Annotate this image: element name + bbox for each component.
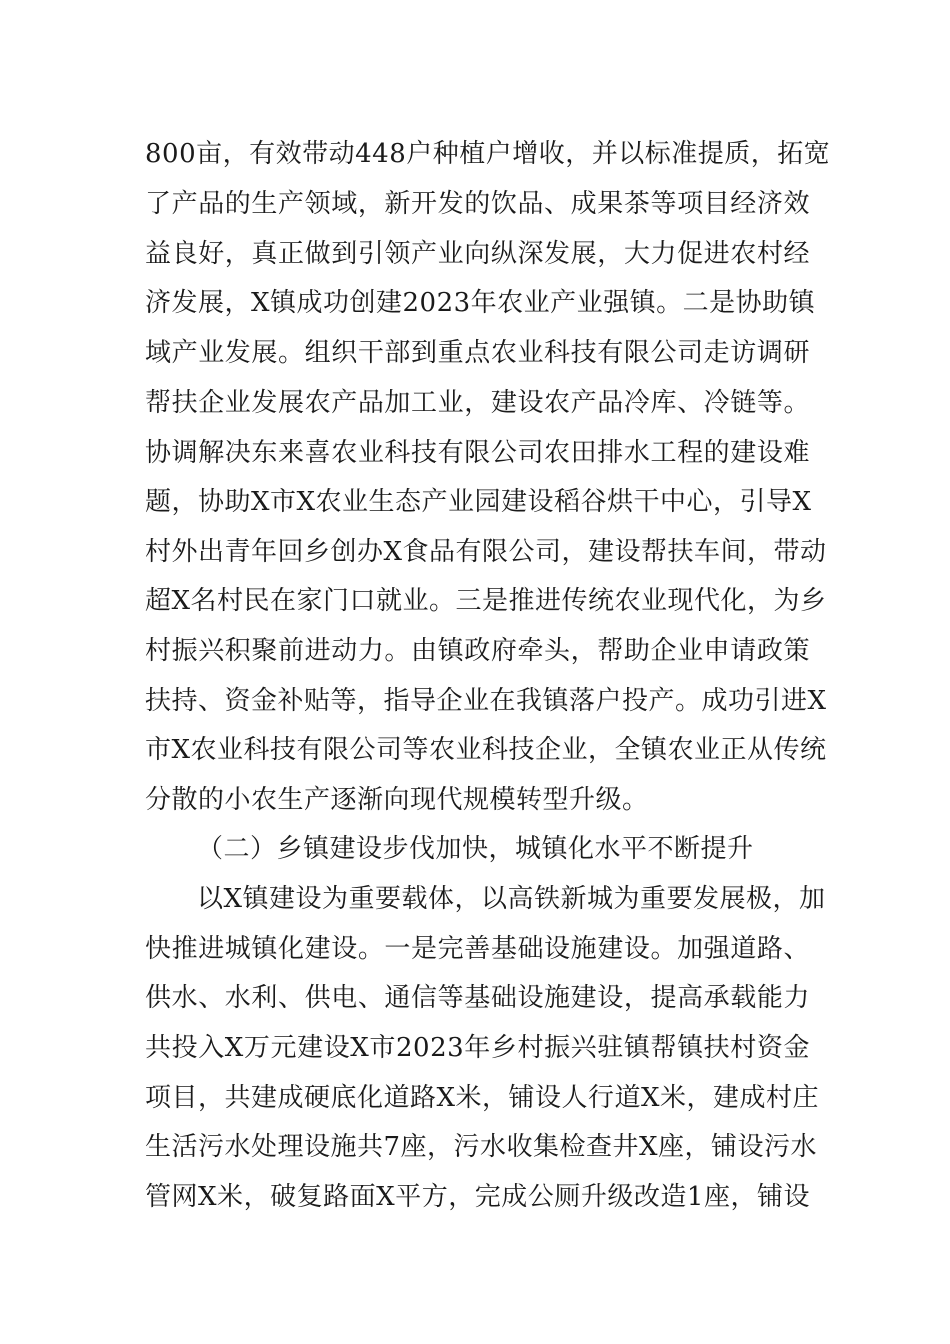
paragraph-line: 济发展，X镇成功创建2023年农业产业强镇。二是协助镇 bbox=[145, 288, 816, 318]
paragraph-line: 扶持、资金补贴等，指导企业在我镇落户投产。成功引进X bbox=[145, 686, 827, 716]
paragraph-line: 供水、水利、供电、通信等基础设施建设，提高承载能力 bbox=[145, 983, 810, 1013]
paragraph-line: 了产品的生产领域，新开发的饮品、成果茶等项目经济效 bbox=[145, 189, 810, 219]
paragraph-line: 管网X米，破复路面X平方，完成公厕升级改造1座，铺设 bbox=[145, 1182, 810, 1212]
paragraph-line: 协调解决东来喜农业科技有限公司农田排水工程的建设难 bbox=[145, 438, 810, 468]
paragraph-line: 益良好，真正做到引领产业向纵深发展，大力促进农村经 bbox=[145, 239, 810, 269]
paragraph-line: 快推进城镇化建设。一是完善基础设施建设。加强道路、 bbox=[145, 934, 810, 964]
paragraph-line: 共投入X万元建设X市2023年乡村振兴驻镇帮镇扶村资金 bbox=[145, 1033, 810, 1063]
paragraph-line: 分散的小农生产逐渐向现代规模转型升级。 bbox=[145, 785, 649, 815]
paragraph-line: 市X农业科技有限公司等农业科技企业，全镇农业正从传统 bbox=[145, 735, 827, 765]
paragraph-line: 800亩，有效带动448户种植户增收，并以标准提质，拓宽 bbox=[145, 139, 831, 169]
paragraph-line: 域产业发展。组织干部到重点农业科技有限公司走访调研 bbox=[145, 338, 810, 368]
paragraph-line: 生活污水处理设施共7座，污水收集检查井X座，铺设污水 bbox=[145, 1132, 818, 1162]
paragraph-line: 帮扶企业发展农产品加工业，建设农产品冷库、冷链等。 bbox=[145, 388, 810, 418]
paragraph-line: 村振兴积聚前进动力。由镇政府牵头，帮助企业申请政策 bbox=[145, 636, 810, 666]
paragraph-line: 以X镇建设为重要载体，以高铁新城为重要发展极，加 bbox=[197, 884, 826, 914]
paragraph-line: 超X名村民在家门口就业。三是推进传统农业现代化，为乡 bbox=[145, 586, 827, 616]
section-heading: （二）乡镇建设步伐加快，城镇化水平不断提升 bbox=[197, 834, 754, 864]
paragraph-line: 题，协助X市X农业生态产业园建设稻谷烘干中心，引导X bbox=[145, 487, 812, 517]
paragraph-line: 村外出青年回乡创办X食品有限公司，建设帮扶车间，带动 bbox=[145, 537, 827, 567]
paragraph-line: 项目，共建成硬底化道路X米，铺设人行道X米，建成村庄 bbox=[145, 1083, 820, 1113]
